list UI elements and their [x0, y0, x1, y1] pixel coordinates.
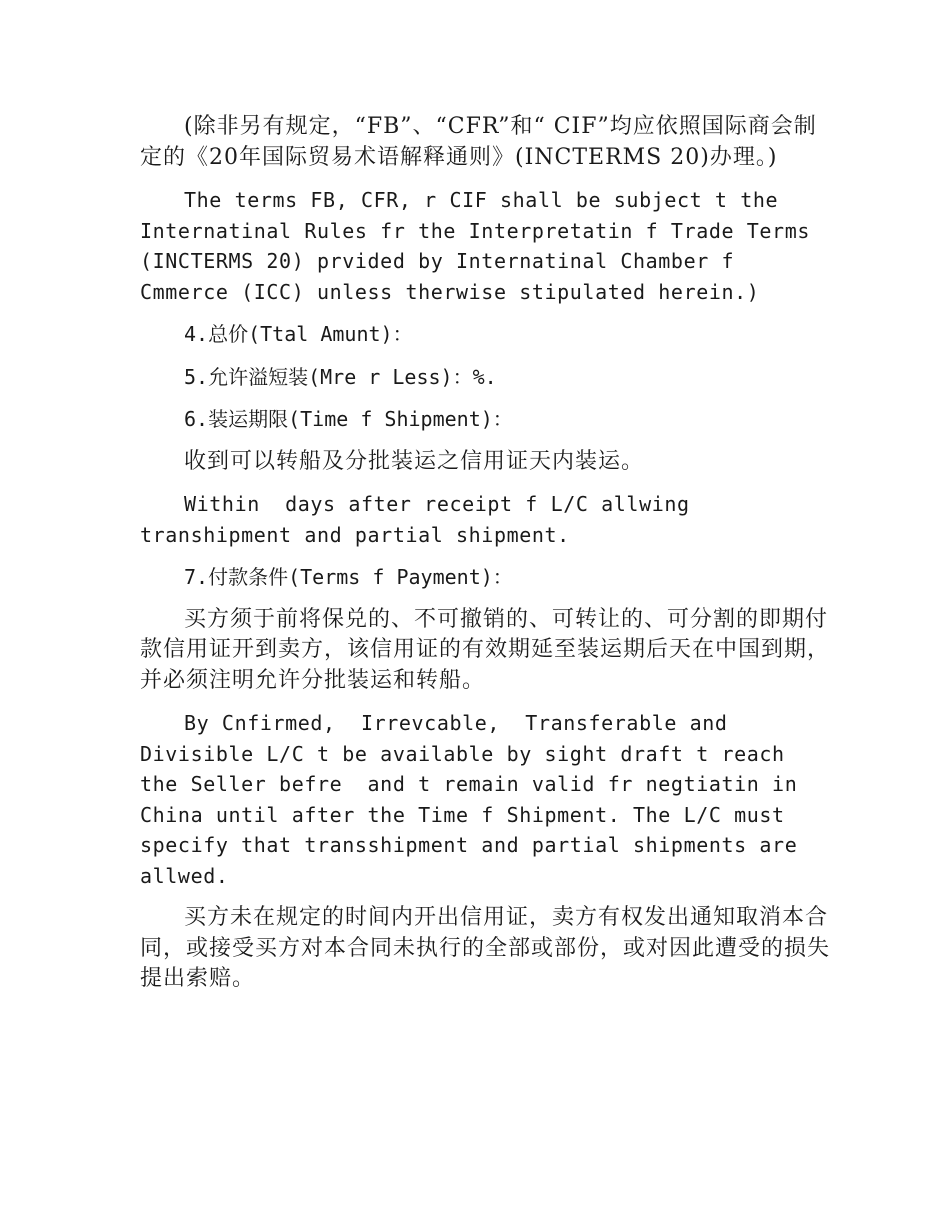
paragraph-more-or-less: 5.允许溢短装(Mre r Less)：%. — [184, 364, 497, 389]
paragraph-terms-of-payment: 7.付款条件(Terms f Payment)： — [184, 565, 513, 589]
paragraph-incoterms-note-cn: (除非另有规定，“FB”、“CFR”和“ CIF”均应依照国际商会制定的《20年国际贸易术语解释通则》(INCTERMS 20)办理。) — [140, 114, 817, 170]
paragraph-incoterms-note-en: The terms FB, CFR, r CIF shall be subject t the Internatinal Rules fr the Interpretatin f Trade Terms (INCTERMS 20) prvided by Internatinal Chamber f Cmmerce (ICC) unless therwise stipulated herein.) — [140, 188, 823, 304]
paragraph-time-of-shipment: 6.装运期限(Time f Shipment)： — [184, 407, 513, 431]
paragraph-payment-cn: 买方须于前将保兑的、不可撤销的、可转让的、可分割的即期付款信用证开到卖方，该信用证的有效期延至装运期后天在中国到期，并必须注明允许分批装运和转船。 — [140, 606, 831, 693]
paragraph-shipment-en: Within days after receipt f L/C allwing transhipment and partial shipment. — [140, 492, 703, 547]
paragraph-total-amount: 4.总价(Ttal Amunt)： — [184, 322, 413, 346]
document-page — [140, 112, 830, 1007]
paragraph-lc-default-cn: 买方未在规定的时间内开出信用证，卖方有权发出通知取消本合同，或接受买方对本合同未执行的全部或部份，或对因此遭受的损失提出索赔。 — [140, 905, 831, 991]
paragraph-shipment-cn: 收到可以转船及分批装运之信用证天内装运。 — [184, 448, 645, 474]
paragraph-payment-en: By Cnfirmed, Irrevcable, Transferable and Divisible L/C t be available by sight draft t reach the Seller befre and t remain valid fr negtiatin in China until after the Time f Shipment. The L/C must specify that transshipment and partial shipments are allwed. — [140, 711, 810, 888]
